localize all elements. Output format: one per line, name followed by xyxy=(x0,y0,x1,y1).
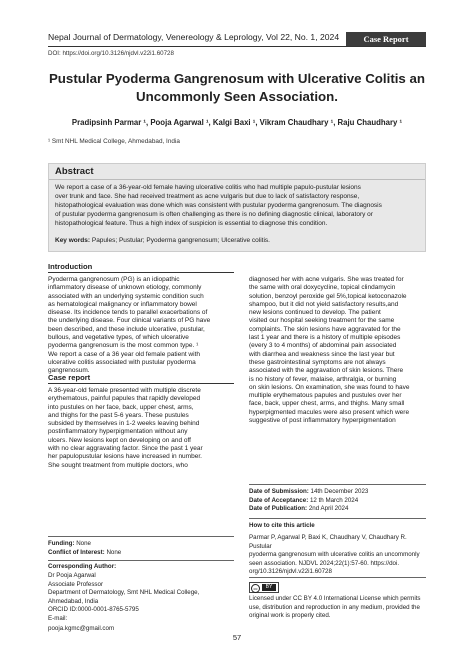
text-line: associated with the aggravation of skin lesions. There xyxy=(249,367,404,375)
author-list: Pradipsinh Parmar ¹, Pooja Agarwal ¹, Kalgi Baxi ¹, Vikram Chaudhary ¹, Raju Chaudhary ¹ xyxy=(71,118,403,127)
text-line: A 36-year-old female presented with multiple discrete xyxy=(48,387,201,394)
abstract-line: over trunk and face. She had received treatment as acne vulgaris but due to lack of satisfactory response, xyxy=(55,193,360,200)
text-line: diagnosed her with acne vulgaris. She was treated for xyxy=(249,276,404,283)
text-line[interactable]: org/10.3126/njdvl.v22i1.60728 xyxy=(249,568,332,575)
text-line: face, back, upper chest, arms, and thighs. Many small xyxy=(249,400,405,408)
keywords-label: Key words: xyxy=(55,237,91,244)
text-line: Ahmedabad, India xyxy=(48,597,99,605)
text-line: seen association. NJDVL 2024;22(1):57-60. https://doi. xyxy=(249,559,400,567)
text-line: use, distribution and reproduction in any medium, provided the xyxy=(249,603,420,611)
doi-link[interactable]: DOI: https://doi.org/10.3126/njdvl.v22i1.60728 xyxy=(48,50,174,57)
text-line: associated with an underlying systemic condition such xyxy=(48,292,204,300)
text-line: visited our hospital seeking treatment for the same xyxy=(249,317,395,325)
abstract-line: histopathological evaluation was done which was consistent with pustular pyoderma gangrenosum. The diagnosis xyxy=(55,202,382,209)
text-line: been described, and these include ulcerative, pustular, xyxy=(48,325,205,333)
text-line: solution, benzoyl peroxide gel 5%,topical ketoconazole xyxy=(249,292,407,300)
text-line: bullous, and vegetative types, of which ulcerative xyxy=(48,334,189,342)
divider xyxy=(249,484,426,485)
text-line: She sought treatment from multiple doctors, who xyxy=(48,461,188,469)
abstract-box xyxy=(48,163,426,252)
text-line: these gastrointestinal symptoms are not always xyxy=(249,358,386,366)
affiliation: ¹ Smt NHL Medical College, Ahmedabad, India xyxy=(48,138,180,145)
text-line: erythematous, painful papules that rapidly developed xyxy=(48,395,201,403)
introduction-heading: Introduction xyxy=(48,262,234,273)
text-line: with no clear aggravating factor. Since the past 1 year xyxy=(48,445,203,453)
text-line: and thighs for the past 5-6 years. These pustules xyxy=(48,411,189,419)
text-line: Pyoderma gangrenosum (PG) is an idiopathic xyxy=(48,276,180,283)
title-line: Uncommonly Seen Association. xyxy=(136,89,338,104)
journal-header xyxy=(48,32,426,47)
text-line: inflammatory disease of unknown etiology, commonly xyxy=(48,284,202,292)
publication-date: Date of Publication: 2nd April 2024 xyxy=(249,505,349,512)
license-text xyxy=(249,595,426,621)
text-line: hyperpigmented macules were also present which were xyxy=(249,408,410,416)
divider xyxy=(48,560,234,561)
text-line: original work is properly cited. xyxy=(249,612,331,619)
text-line: into pustules on her face, back, upper chest, arms, xyxy=(48,403,194,411)
text-line: postinflammatory hyperpigmentation without any xyxy=(48,428,188,436)
title-line: Pustular Pyoderma Gangrenosum with Ulcerative Colitis an xyxy=(48,71,426,86)
text-line: Associate Professor xyxy=(48,580,104,588)
text-line: the underlying disease. Four clinical variants of PG have xyxy=(48,317,211,325)
divider xyxy=(249,577,426,578)
text-line: E-mail: xyxy=(48,614,68,622)
abstract-line: of pustular pyoderma gangrenosum is often challenging as there is no defining diagnostic clinical, laboratory or xyxy=(55,211,373,218)
conflict-of-interest: Conflict of Interest: None xyxy=(48,548,122,556)
text-line: ulcerative colitis associated with pustular pyoderma xyxy=(48,358,196,366)
citation-heading: How to cite this article xyxy=(249,522,315,529)
cc-by-license-icon[interactable] xyxy=(249,582,279,593)
text-line: her papulopustular lesions have increased in number. xyxy=(48,453,202,461)
corresponding-author-details xyxy=(48,572,234,623)
text-line: the same with oral doxycycline, topical clindamycin xyxy=(249,284,396,292)
abstract-heading: Abstract xyxy=(55,166,94,177)
text-line: gangrenosum. xyxy=(48,367,90,375)
text-line: Department of Dermatology, Smt NHL Medical College, xyxy=(48,589,200,596)
text-line: new lesions continued to develop. The patient xyxy=(249,309,381,317)
text-line: Dr Pooja Agarwal xyxy=(48,572,96,579)
text-line: suggestive of post inflammatory hyperpigmentation xyxy=(249,417,396,425)
abstract-header xyxy=(49,164,425,180)
text-line: We report a case of a 36 year old female patient with xyxy=(48,350,200,358)
keywords xyxy=(55,237,270,244)
text-line: shampoo, but it did not yield satisfactory results,and xyxy=(249,300,399,308)
keywords-list: Papules; Pustular; Pyoderma gangrenosum; Ulcerative colitis. xyxy=(90,237,270,244)
text-line: ORCID ID:0000-0001-8765-5795 xyxy=(48,606,139,613)
article-title xyxy=(48,70,426,106)
email-link[interactable]: pooja.kgmc@gmail.com xyxy=(48,625,115,632)
text-line: multiple erythematous papules and pustules over her xyxy=(249,392,402,400)
page-number: 57 xyxy=(232,633,242,642)
text-line: pyoderma gangrenosum is the most common type. ¹ xyxy=(48,342,199,350)
text-line: as hematological malignancy or inflammatory bowel xyxy=(48,300,197,308)
text-line: last 1 year and there is a history of multiple episodes xyxy=(249,334,401,342)
divider xyxy=(48,536,234,537)
article-type-badge: Case Report xyxy=(346,32,426,46)
case-report-body xyxy=(48,387,234,470)
text-line: (every 3 to 4 months) of abdominal pain associated xyxy=(249,342,397,350)
text-line: complaints. The skin lesions have aggravated for the xyxy=(249,325,401,333)
funding-info xyxy=(48,540,121,557)
text-line: Parmar P, Agarwal P, Baxi K, Chaudhary V, Chaudhary R. Pustular xyxy=(249,534,407,550)
introduction-body xyxy=(48,276,234,376)
article-dates xyxy=(249,488,368,514)
acceptance-date: Date of Acceptance: 12 th March 2024 xyxy=(249,496,359,504)
divider xyxy=(249,518,426,519)
text-line: disease. Its incidence tends to parallel exacerbations of xyxy=(48,309,208,317)
text-line: with diarrhea and weakness since the last year but xyxy=(249,350,395,358)
abstract-line: histopathological feature. Thus a high index of suspicion is essential to diagnose this condition. xyxy=(55,220,328,227)
cc-icon: cc xyxy=(251,584,260,593)
text-line: Licensed under CC BY 4.0 International License which permits xyxy=(249,595,421,602)
case-report-continued xyxy=(249,276,426,425)
case-report-heading: Case report xyxy=(48,373,234,384)
text-line: on skin lesions. On examination, she was found to have xyxy=(249,383,410,391)
text-line: is no history of fever, malaise, arthralgia, or burning xyxy=(249,375,397,383)
text-line: pyoderma gangrenosum with ulcerative colitis an uncommonly xyxy=(249,551,420,558)
citation-text xyxy=(249,534,426,577)
journal-title: Nepal Journal of Dermatology, Venereology & Leprology, Vol 22, No. 1, 2024 xyxy=(48,32,340,42)
abstract-text xyxy=(55,183,419,228)
text-line: ulcers. New lesions kept on developing on and off xyxy=(48,436,191,444)
by-icon: BY xyxy=(262,584,276,591)
corresponding-author-heading: Corresponding Author: xyxy=(48,563,117,570)
funding: Funding: None xyxy=(48,540,91,547)
abstract-line: We report a case of a 36-year-old female having ulcerative colitis who had multiple papulo-pustular lesions xyxy=(55,184,361,191)
text-line: subsided by themselves in 1-2 weeks leaving behind xyxy=(48,420,200,428)
submission-date: Date of Submission: 14th December 2023 xyxy=(249,488,369,495)
